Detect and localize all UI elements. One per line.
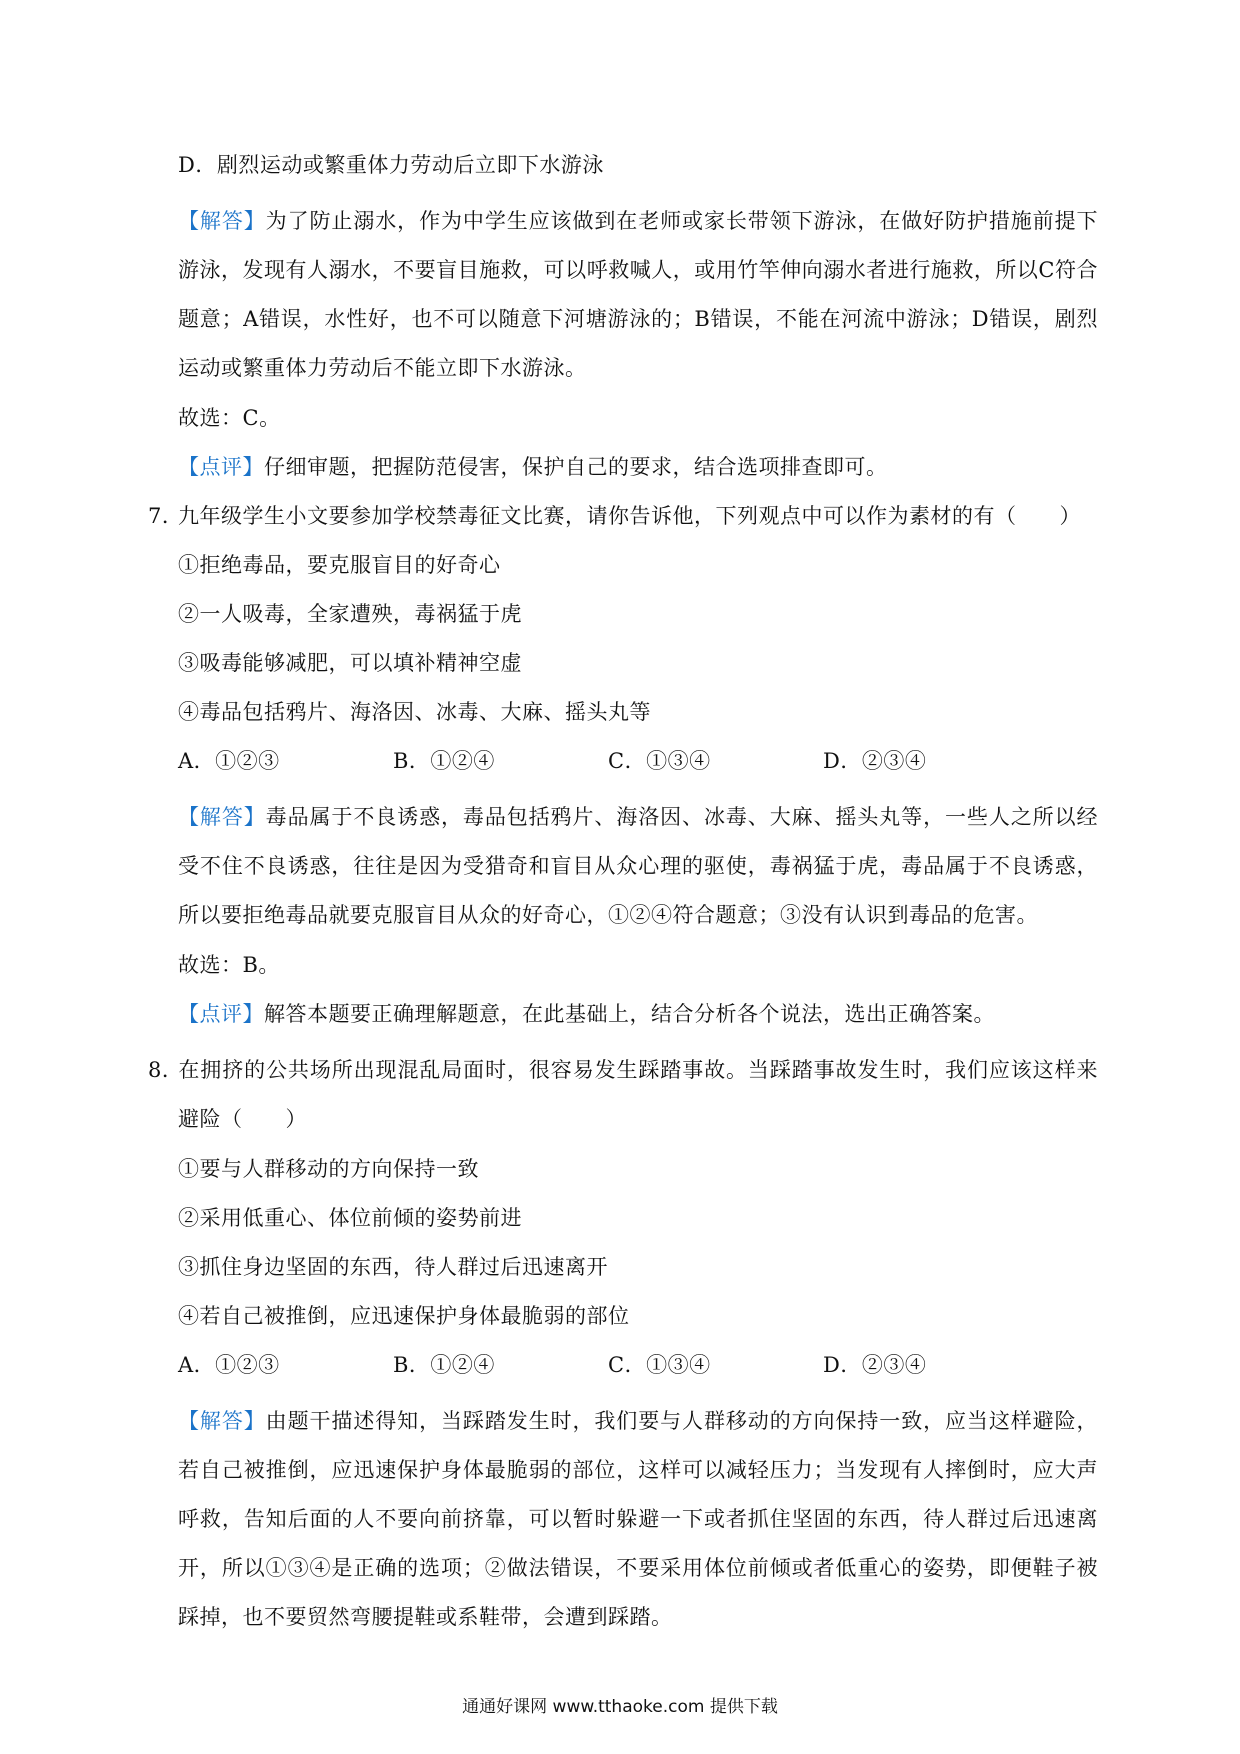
answer-text: 为了防止溺水，作为中学生应该做到在老师或家长带领下游泳，在做好防护措施前提下游泳，发现有人溺水，不要盲目施救，可以呼救喊人，或用竹竿伸向溺水者进行施救，所以C符合题意；A错误，水性好，也不可以随意下河塘游泳的；B错误，不能在河流中游泳；D错误，剧烈运动或繁重体力劳动后不能立即下水游泳。 [178, 209, 1099, 380]
page-content [148, 148, 1099, 1642]
question-item: ②采用低重心、体位前倾的姿势前进 [178, 1206, 522, 1230]
choice-line: 故选：B。 [178, 953, 280, 977]
question-item: ①拒绝毒品，要克服盲目的好奇心 [178, 553, 501, 577]
question-item: ①要与人群移动的方向保持一致 [178, 1157, 479, 1181]
option-d: D．②③④ [823, 749, 927, 773]
choice-line: 故选：C。 [178, 406, 281, 430]
comment-text: 仔细审题，把握防范侵害，保护自己的要求，结合选项排查即可。 [264, 455, 888, 479]
answer-tag: 【解答】 [178, 1409, 266, 1433]
option-d: D．②③④ [823, 1353, 927, 1377]
answer-paragraph [178, 197, 1098, 393]
question-item: ③抓住身边坚固的东西，待人群过后迅速离开 [178, 1255, 608, 1279]
page-footer: 通通好课网 www.tthaoke.com 提供下载 [462, 1697, 778, 1717]
question-stem-text: 在拥挤的公共场所出现混乱局面时，很容易发生踩踏事故。当踩踏事故发生时，我们应该这样来避险（ ） [178, 1058, 1098, 1131]
answer-paragraph [178, 1397, 1098, 1642]
question-item: ④若自己被推倒，应迅速保护身体最脆弱的部位 [178, 1304, 630, 1328]
answer-paragraph [178, 793, 1098, 940]
options-row [178, 744, 1098, 778]
comment-line [178, 997, 1098, 1031]
comment-line [178, 450, 1098, 484]
option-a: A．①②③ [178, 1353, 280, 1377]
option-c: C．①③④ [608, 749, 711, 773]
question-item: ④毒品包括鸦片、海洛因、冰毒、大麻、摇头丸等 [178, 700, 651, 724]
option-b: B．①②④ [393, 749, 495, 773]
comment-tag: 【点评】 [178, 455, 264, 479]
answer-text: 由题干描述得知，当踩踏发生时，我们要与人群移动的方向保持一致，应当这样避险，若自己被推倒，应迅速保护身体最脆弱的部位，这样可以减轻压力；当发现有人摔倒时，应大声呼救，告知后面的人不要向前挤靠，可以暂时躲避一下或者抓住坚固的东西，待人群过后迅速离开，所以①③④是正确的选项；②做法错误，不要采用体位前倾或者低重心的姿势，即便鞋子被踩掉，也不要贸然弯腰提鞋或系鞋带，会遭到踩踏。 [178, 1409, 1099, 1629]
answer-tag: 【解答】 [178, 209, 266, 233]
comment-tag: 【点评】 [178, 1002, 264, 1026]
answer-tag: 【解答】 [178, 805, 266, 829]
option-d-line: D．剧烈运动或繁重体力劳动后立即下水游泳 [178, 153, 604, 177]
option-b: B．①②④ [393, 1353, 495, 1377]
comment-text: 解答本题要正确理解题意，在此基础上，结合分析各个说法，选出正确答案。 [264, 1002, 995, 1026]
option-c: C．①③④ [608, 1353, 711, 1377]
options-row [178, 1348, 1098, 1382]
answer-text: 毒品属于不良诱惑，毒品包括鸦片、海洛因、冰毒、大麻、摇头丸等，一些人之所以经受不住不良诱惑，往往是因为受猎奇和盲目从众心理的驱使，毒祸猛于虎，毒品属于不良诱惑，所以要拒绝毒品就要克服盲目从众的好奇心，①②④符合题意；③没有认识到毒品的危害。 [178, 805, 1099, 927]
option-a: A．①②③ [178, 749, 280, 773]
question-item: ③吸毒能够减肥，可以填补精神空虚 [178, 651, 522, 675]
question-stem-text: 九年级学生小文要参加学校禁毒征文比赛，请你告诉他，下列观点中可以作为素材的有（ ） [178, 504, 1081, 528]
question-item: ②一人吸毒，全家遭殃，毒祸猛于虎 [178, 602, 522, 626]
question-8-stem: 8．在拥挤的公共场所出现混乱局面时，很容易发生踩踏事故。当踩踏事故发生时，我们应该这样来避险（ ） [148, 1058, 1098, 1131]
question-7-stem: 7．九年级学生小文要参加学校禁毒征文比赛，请你告诉他，下列观点中可以作为素材的有（ ） [148, 504, 1081, 528]
